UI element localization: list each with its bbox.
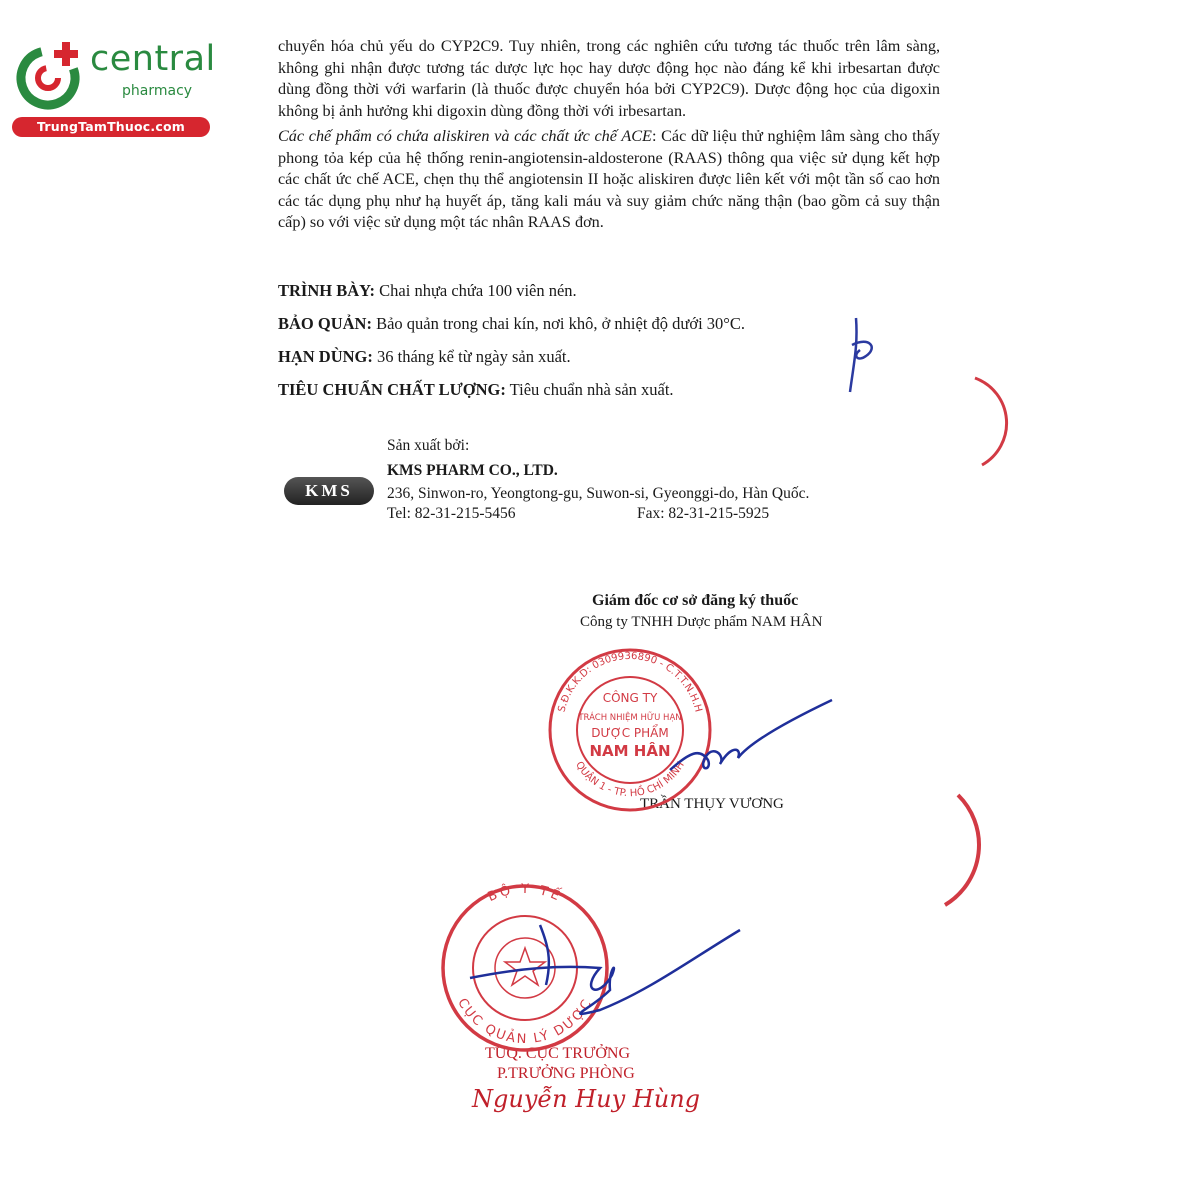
authority-signer: Nguyễn Huy Hùng bbox=[472, 1085, 701, 1113]
registrant-title: Giám đốc cơ sở đăng ký thuốc bbox=[592, 592, 799, 609]
authority-line1: TUQ. CỤC TRƯỞNG bbox=[485, 1045, 631, 1062]
manufacturer-name: KMS PHARM CO., LTD. bbox=[387, 462, 558, 479]
expiry-label: HẠN DÙNG: bbox=[278, 347, 373, 366]
svg-text:BỘ Y TẾ bbox=[486, 882, 565, 905]
registrant-signer: TRẦN THỤY VƯƠNG bbox=[640, 796, 784, 812]
manufacturer-address: 236, Sinwon-ro, Yeongtong-gu, Suwon-si, Gyeonggi-do, Hàn Quốc. bbox=[387, 485, 810, 502]
paragraph-interactions: chuyển hóa chủ yếu do CYP2C9. Tuy nhiên, trong các nghiên cứu tương tác thuốc trên lâm sàng, không ghi nhận được tương tác dược lực học hay dược động học nào đáng kể khi irbesartan được dùng đồng thời với warfarin (là thuốc được chuyển hóa bởi CYP2C9). Dược động học của digoxin không bị ảnh hưởng khi digoxin dùng đồng thời với irbesartan. bbox=[278, 37, 940, 120]
aliskiren-text: : Các dữ liệu thử nghiệm lâm sàng cho thấy phong tỏa kép của hệ thống renin-angiotensin-aldosterone (RAAS) thông qua việc sử dụng kết hợp các chất ức chế ACE, chẹn thụ thể angiotensin II hoặc aliskiren được liên kết với một tần số cao hơn các tác dụng phụ như hạ huyết áp, tăng kali máu và suy giảm chức năng thận (bao gồm cả suy thận cấp) so với việc sử dụng một tác nhân RAAS đơn. bbox=[278, 127, 941, 231]
storage-label: BẢO QUẢN: bbox=[278, 314, 372, 333]
stamp-ring-top: S.Đ.K.K.D: 0309936890 - C.T.T.N.H.H bbox=[556, 650, 704, 714]
authority-stamp-bottom: CỤC QUẢN LÝ DƯỢC bbox=[454, 995, 596, 1048]
registrant-company: Công ty TNHH Dược phẩm NAM HÂN bbox=[580, 614, 823, 630]
brand-subtitle: pharmacy bbox=[122, 83, 193, 99]
star-icon bbox=[505, 948, 545, 985]
storage-value: Bảo quản trong chai kín, nơi khô, ở nhiệt độ dưới 30°C. bbox=[371, 314, 746, 333]
svg-text:CỤC QUẢN LÝ DƯỢC bbox=[454, 996, 596, 1047]
manufacturer-intro: Sản xuất bởi: bbox=[387, 437, 470, 454]
stamp-line4: NAM HÂN bbox=[589, 742, 671, 760]
manufacturer-tel: Tel: 82-31-215-5456 bbox=[387, 505, 516, 522]
presentation-value: Chai nhựa chứa 100 viên nén. bbox=[375, 281, 577, 300]
manufacturer-fax: Fax: 82-31-215-5925 bbox=[637, 505, 770, 522]
aliskiren-heading: Các chế phẩm có chứa aliskiren và các chất ức chế ACE bbox=[278, 127, 652, 145]
kms-logo: KMS bbox=[284, 477, 374, 505]
brand-name: central bbox=[90, 39, 216, 79]
company-stamp bbox=[550, 650, 710, 810]
authority-signature bbox=[470, 925, 740, 1014]
authority-stamp-top: BỘ Y TẾ bbox=[485, 881, 565, 906]
signature-mark-top bbox=[850, 318, 872, 392]
brand-url[interactable]: TrungTamThuoc.com bbox=[12, 117, 210, 137]
partial-stamp-top-right bbox=[975, 378, 1007, 465]
stamp-ring-bottom: QUẬN 1 - TP. HỒ CHÍ MINH bbox=[573, 759, 687, 800]
stamp-line1: CÔNG TY bbox=[602, 691, 658, 705]
standard-label: TIÊU CHUẨN CHẤT LƯỢNG: bbox=[278, 380, 506, 399]
standard-value: Tiêu chuẩn nhà sản xuất. bbox=[505, 380, 674, 399]
partial-stamp-right bbox=[945, 795, 979, 905]
expiry-value: 36 tháng kể từ ngày sản xuất. bbox=[372, 347, 571, 366]
stamp-line3: DƯỢC PHẨM bbox=[591, 726, 669, 740]
presentation-label: TRÌNH BÀY: bbox=[278, 281, 376, 300]
authority-line2: P.TRƯỞNG PHÒNG bbox=[497, 1065, 635, 1082]
stamp-line2: TRÁCH NHIỆM HỮU HẠN bbox=[578, 713, 682, 723]
